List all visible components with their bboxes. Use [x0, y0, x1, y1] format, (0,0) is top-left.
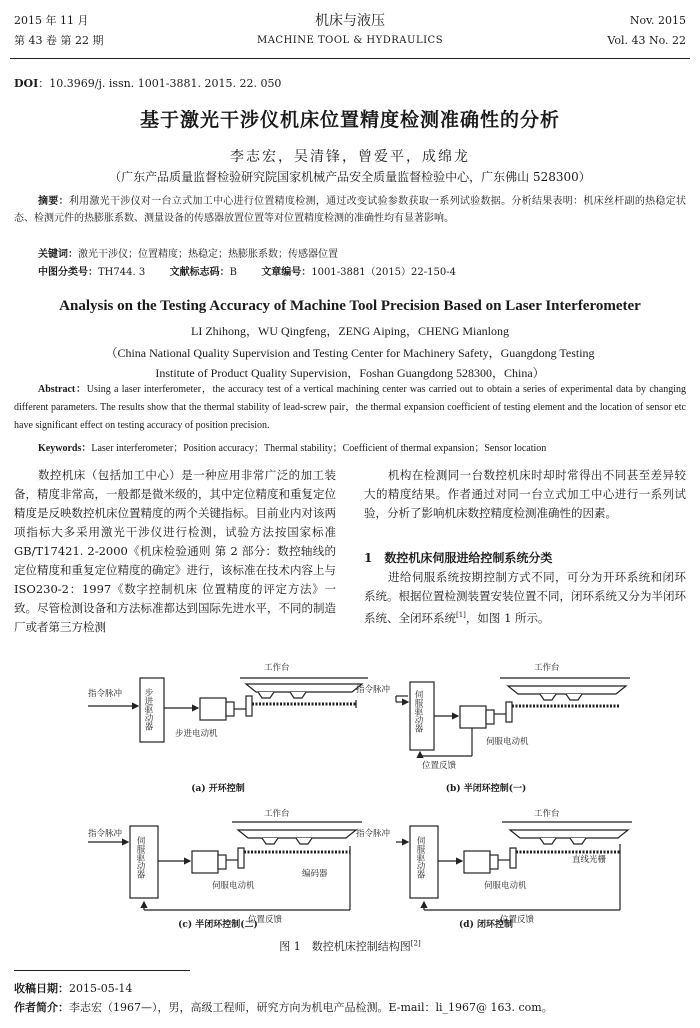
label-command-d: 指令脉冲 — [356, 829, 391, 839]
label-servo-motor-d: 伺服电动机 — [484, 881, 527, 891]
keywords-cn-text: 激光干涉仪；位置精度；热稳定；热膨胀系数；传感器位置 — [78, 249, 338, 260]
received-label: 收稿日期： — [14, 982, 69, 995]
doc-code-label: 文献标志码： — [169, 267, 230, 278]
abstract-cn-text: 利用激光干涉仪对一台立式加工中心进行位置精度检测，通过改变试验参数获取一系列试验数据。分析结果表明：机床丝杆副的热稳定状态、检测元件的热膨胀系数、测量设备的传感器放置位置等对位置精度检测的准确性均有显著影响。 — [14, 196, 687, 224]
journal-name-cn: 机床与液压 — [315, 13, 385, 29]
header-volume-cn: 第 43 卷 第 22 期 — [14, 34, 104, 47]
label-servo-driver-c: 伺服驱动器 — [135, 836, 145, 879]
abstract-en — [14, 381, 686, 435]
affiliation-en-1: （China National Quality Supervision and Testing Center for Machinery Safety，Guangdong Testing — [105, 346, 595, 360]
header-date: 2015 年 11 月 — [14, 14, 89, 27]
affiliation-cn: （广东产品质量监督检验研究院国家机械产品安全质量监督检验中心，广东佛山 528300） — [109, 170, 591, 184]
clc-value: TH744. 3 — [98, 267, 146, 278]
header-date-en: Nov. 2015 — [629, 14, 686, 27]
label-servo-motor-c: 伺服电动机 — [212, 881, 255, 891]
body-left-paragraph: 数控机床（包括加工中心）是一种应用非常广泛的加工装备，精度非常高，一般都是微米级的，其中定位精度和重复定位精度是反映数控机床位置精度的两个关键指标。目前业内对该两项指标大多采用激光干涉仪进行检测，试验方法按国家标准 GB/T17421. 2-2000《机床检验通则 第 2 部分：数控轴线的定位精度和重复定位精度的确定》进行，该标准在技术内容上与 ISO230-2：1997《数字控制机床 位置精度的评定方法》一致。尽管检测设备和方法标准都达到国际先进水平，不同的制造厂或者第三方检测 — [14, 468, 336, 634]
label-stepper-motor: 步进电动机 — [175, 729, 218, 739]
caption-a: (a) 开环控制 — [191, 784, 245, 794]
label-servo-driver-b: 伺服驱动器 — [413, 690, 423, 733]
caption-c: (c) 半闭环控制(二) — [178, 920, 258, 930]
article-number-value: 1001-3881（2015）22-150-4 — [311, 267, 456, 278]
label-table-a: 工作台 — [264, 663, 290, 673]
label-table-c: 工作台 — [264, 809, 290, 819]
citation-1: [1] — [456, 611, 466, 619]
label-command-b: 指令脉冲 — [356, 685, 391, 695]
label-command-c: 指令脉冲 — [88, 829, 123, 839]
para2-end: ，如图 1 所示。 — [465, 610, 550, 625]
label-servo-driver-d: 伺服驱动器 — [415, 836, 425, 879]
abstract-cn-label: 摘要： — [38, 196, 69, 207]
label-command-a: 指令脉冲 — [88, 689, 123, 699]
abstract-en-text: Using a laser interferometer，the accuracy test of a vertical machining center was carried out to obtain a series of experimental data by changing different parameters. The results show that the thermal stability of lead-screw pair，the thermal expansion coefficient of testing element and the location of sensor etc have significant effect on testing accuracy of position precision. — [14, 384, 686, 431]
journal-name-en: MACHINE TOOL & HYDRAULICS — [256, 35, 444, 46]
abstract-cn — [14, 193, 686, 227]
footnote-rule — [14, 970, 190, 971]
figure-1-diagram — [0, 656, 700, 961]
clc-label: 中图分类号： — [38, 267, 98, 278]
doi-line — [14, 75, 281, 91]
article-number-label: 文章编号： — [261, 267, 312, 278]
keywords-en-text: Laser interferometer；Position accuracy；Thermal stability；Coefficient of thermal expansion；Sensor location — [91, 443, 547, 454]
panel-a-open-loop — [88, 678, 368, 742]
keywords-en-label: Keywords： — [38, 443, 92, 454]
header-rule — [10, 58, 690, 59]
header-volume-en: Vol. 43 No. 22 — [607, 34, 686, 47]
classification-line — [38, 264, 456, 281]
doi-value: ：10.3969/j. issn. 1001-3881. 2015. 22. 050 — [38, 77, 282, 90]
received-value: 2015-05-14 — [69, 982, 133, 995]
keywords-cn-label: 关键词： — [38, 249, 78, 260]
label-encoder: 编码器 — [302, 869, 328, 879]
panel-d-closed-loop — [396, 822, 632, 910]
received-date — [14, 980, 132, 996]
label-servo-motor-b: 伺服电动机 — [486, 737, 529, 747]
label-table-d: 工作台 — [534, 809, 560, 819]
keywords-en — [38, 439, 546, 454]
figure-1-citation: [2] — [410, 939, 421, 948]
caption-b: (b) 半闭环控制(一) — [445, 784, 527, 794]
title-en: Analysis on the Testing Accuracy of Machine Tool Precision Based on Laser Interferometer — [59, 298, 641, 314]
author-bio-value: 李志宏（1967—），男，高级工程师，研究方向为机电产品检测。E-mail：li_1967@ 163. com。 — [69, 1001, 553, 1014]
affiliation-en-2: Institute of Product Quality Supervision，Foshan Guangdong 528300，China） — [155, 366, 545, 380]
keywords-cn — [38, 246, 338, 263]
para2-text: 进给伺服系统按期控制方式不同，可分为开环系统和闭环系统。根据位置检测装置安装位置不同，闭环系统又分为半闭环系统、全闭环系统 — [364, 570, 686, 625]
title-cn: 基于激光干涉仪机床位置精度检测准确性的分析 — [139, 109, 560, 131]
caption-d: (d) 闭环控制 — [459, 920, 513, 930]
author-bio-label: 作者简介： — [14, 1001, 69, 1014]
label-feedback-d: 位置反馈 — [500, 915, 535, 925]
body-right-paragraph-2 — [364, 568, 686, 628]
label-feedback-b: 位置反馈 — [422, 761, 457, 771]
authors-en: LI Zhihong，WU Qingfeng，ZENG Aiping，CHENG Mianlong — [191, 324, 509, 338]
authors-cn: 李志宏，吴清锋，曾爱平，成绵龙 — [230, 149, 470, 165]
figure-1-caption — [0, 938, 700, 954]
label-grating: 直线光栅 — [572, 855, 607, 865]
panel-c-semi-closed-2 — [88, 822, 362, 910]
abstract-en-label: Abstract： — [38, 384, 87, 395]
doc-code-value: B — [229, 267, 237, 278]
author-bio — [14, 999, 553, 1015]
body-right-paragraph-1: 机构在检测同一台数控机床时却时常得出不同甚至差异较大的精度结果。作者通过对同一台立式加工中心进行一系列试验，分析了影响机床数控精度检测准确性的因素。 — [364, 468, 686, 520]
section-1-heading: 1 数控机床伺服进给控制系统分类 — [364, 551, 553, 565]
doi-label: DOI — [14, 77, 39, 90]
label-table-b: 工作台 — [534, 663, 560, 673]
label-stepper-driver: 步进驱动器 — [143, 688, 153, 731]
label-feedback-c: 位置反馈 — [248, 915, 283, 925]
figure-1-caption-text: 图 1 数控机床控制结构图 — [279, 940, 411, 953]
